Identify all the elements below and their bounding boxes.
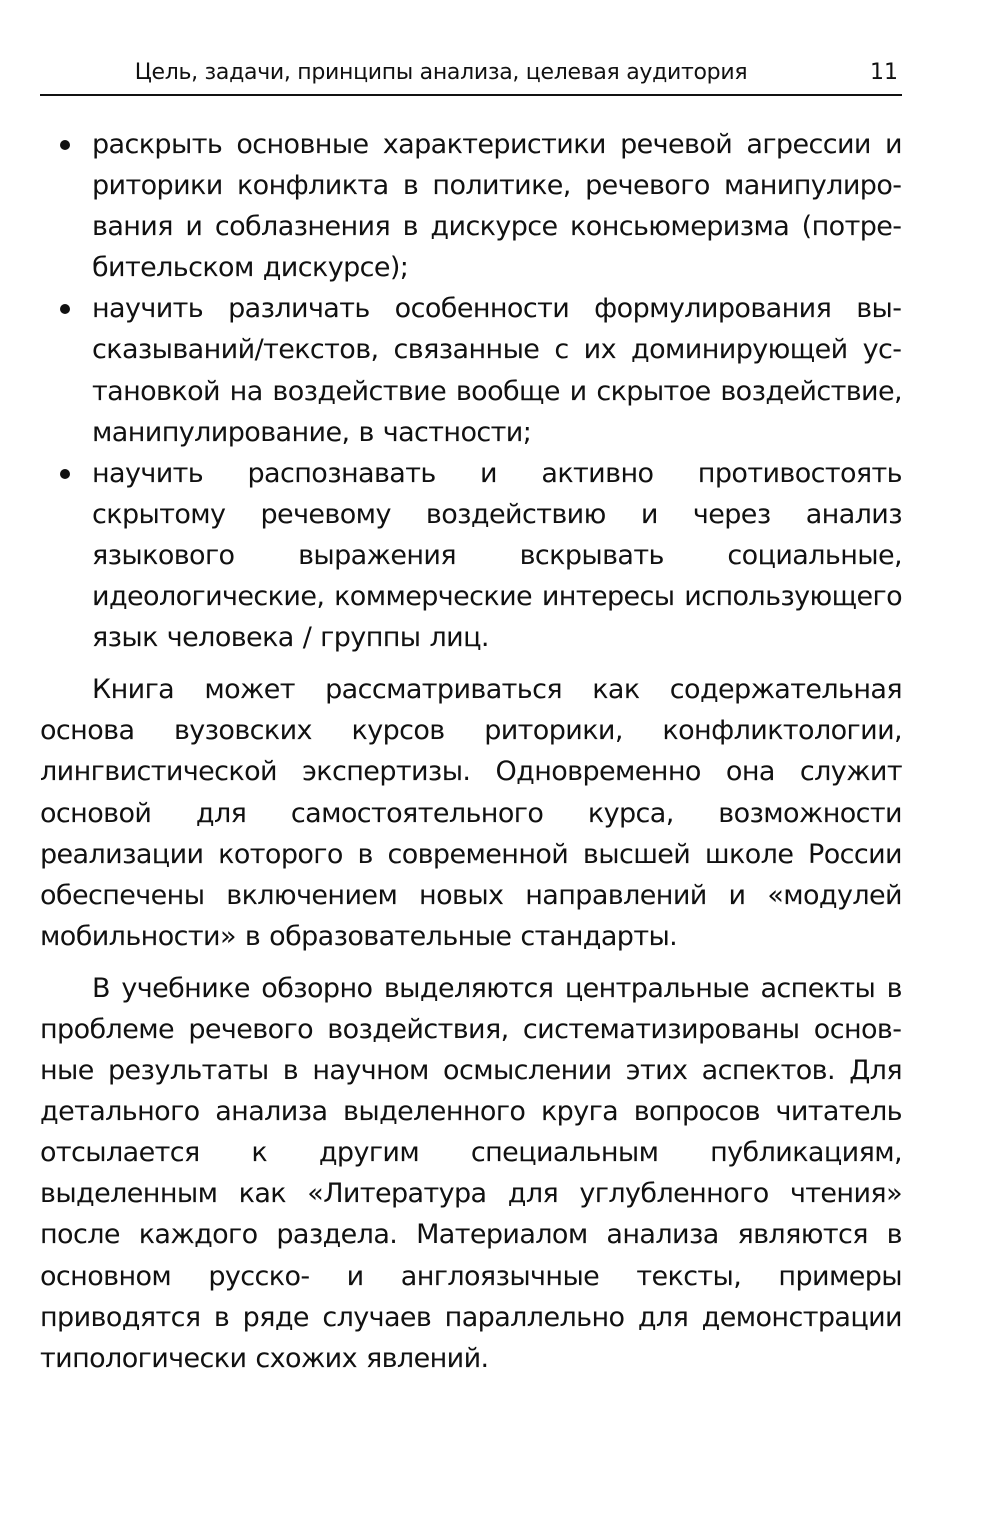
header-divider [40, 94, 902, 96]
running-header-title: Цель, задачи, принципы анализа, целевая аудитория [134, 60, 748, 85]
paragraph: В учебнике обзорно выделяются центральные аспекты в проблеме речевого воздействия, систематизированы основные результаты в научном осмыслении этих аспектов. Для детального анализа выделенного круга вопросов читатель отсылается к другим специальным публикациям, выделенным как «Литература для углубленного чтения» после каждого раздела. Материалом анализа являются в основном русско- и англоязычные тексты, примеры приводятся в ряде случаев параллельно для демонстрации типологически схожих явлений. [40, 972, 902, 1374]
list-item [40, 453, 902, 658]
page-number: 11 [870, 60, 898, 85]
list-item-text: раскрыть основные характеристики речевой агрессии и риторики конфликта в политике, речевого манипулирования и соблазнения в дискурсе консьюмеризма (потребительском дискурсе); [92, 129, 902, 284]
bullet-list [40, 124, 902, 658]
paragraph: Книга может рассматриваться как содержательная основа вузовских курсов риторики, конфликтологии, лингвистической экспертизы. Одновременно она служит основой для самостоятельного курса, возможности реализации которого в современной высшей школе России обеспечены включением новых направлений и «модулей мобильности» в образовательные стандарты. [40, 674, 902, 952]
bullet-icon [60, 304, 70, 314]
list-item [40, 288, 902, 452]
bullet-icon [60, 469, 70, 479]
list-item [40, 124, 902, 288]
list-item-text: научить распознавать и активно противостоять скрытому речевому воздействию и через анализ языкового выражения вскрывать социальные, идеологические, коммерческие интересы использующего язык человека / группы лиц. [92, 457, 902, 654]
list-item-text: научить различать особенности формулирования высказываний/текстов, связанные с их доминирующей установкой на воздействие вообще и скрытое воздействие, манипулирование, в частности; [92, 293, 902, 448]
running-header [40, 58, 902, 88]
bullet-icon [60, 140, 70, 150]
body-text [40, 124, 902, 1379]
